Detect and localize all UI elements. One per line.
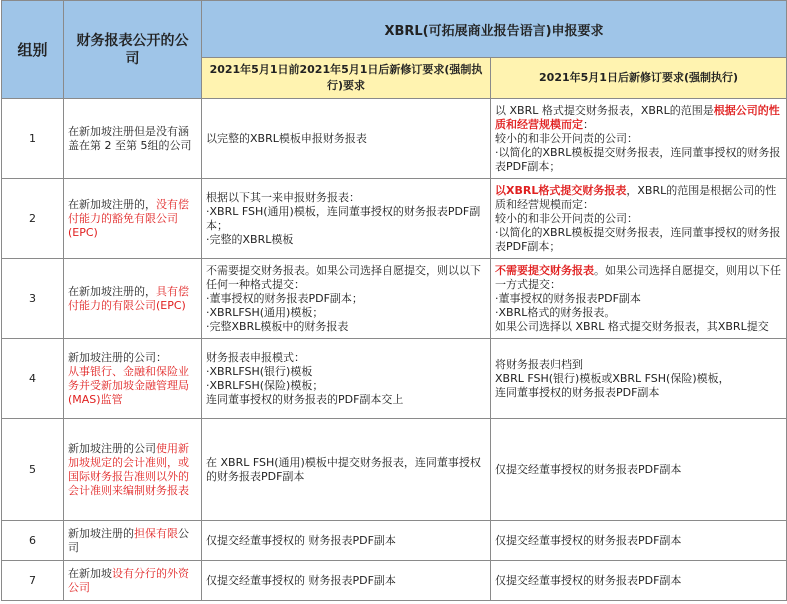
before-line: 不需要提交财务报表。如果公司选择自愿提交，则以以下任何一种格式提交：	[206, 263, 481, 291]
company-text: 在新加坡注册的，	[68, 197, 156, 211]
table-row	[2, 339, 787, 419]
company-highlight-text: 担保有限	[134, 526, 178, 540]
company-highlight-text: 具有偿付能力的有限公司(EPC)	[68, 284, 189, 312]
after-pre-text: 以 XBRL 格式提交财务报表，XBRL的范围是	[495, 103, 714, 117]
header-row-top	[2, 1, 787, 58]
table-row	[2, 259, 787, 339]
before-cell	[202, 521, 491, 561]
group-header: 组别	[2, 1, 64, 99]
group-number: 4	[2, 339, 64, 419]
after-line: ·XBRL格式的财务报表。	[495, 305, 616, 319]
company-highlight-text: 设有分行的外资公司	[68, 566, 189, 594]
before-cell	[202, 339, 491, 419]
before-line: ·XBRLFSH(银行)模板	[206, 364, 313, 378]
table-row	[2, 561, 787, 601]
after-lead	[495, 264, 782, 292]
after-line: ·董事授权的财务报表PDF副本	[495, 291, 641, 305]
xbrl-requirements-table	[1, 0, 787, 601]
company-cell	[64, 99, 202, 179]
before-header: 2021年5月1日前2021年5月1日后新修订要求(强制执行)要求	[202, 58, 491, 99]
group-number: 6	[2, 521, 64, 561]
after-lead	[495, 184, 782, 212]
before-cell	[202, 419, 491, 521]
after-line: 较小的和非公开问责的公司：	[495, 211, 638, 225]
after-line: 较小的和非公开问责的公司：	[495, 131, 638, 145]
company-text: 新加坡注册的公司：	[68, 350, 167, 364]
company-text: 在新加坡注册但是没有涵盖在第 2 至第 5组的公司	[68, 124, 192, 152]
before-line: 仅提交经董事授权的 财务报表PDF副本	[206, 533, 396, 547]
company-cell	[64, 179, 202, 259]
company-cell	[64, 521, 202, 561]
before-cell	[202, 179, 491, 259]
group-number: 3	[2, 259, 64, 339]
before-line: 以完整的XBRL模板申报财务报表	[206, 131, 367, 145]
after-line: ·以简化的XBRL模板提交财务报表，连同董事授权的财务报表PDF副本；	[495, 145, 781, 173]
after-highlight-text: 以XBRL格式提交财务报表	[495, 183, 627, 197]
before-cell	[202, 561, 491, 601]
before-line: 财务报表申报模式：	[206, 350, 305, 364]
after-line: ·以简化的XBRL模板提交财务报表，连同董事授权的财务报表PDF副本；	[495, 225, 781, 253]
after-line: 仅提交经董事授权的财务报表PDF副本	[495, 573, 682, 587]
after-lead	[495, 104, 782, 132]
company-highlight-text: 没有偿付能力的豁免有限公司(EPC)	[68, 197, 189, 239]
after-cell	[491, 521, 787, 561]
company-cell	[64, 339, 202, 419]
before-cell	[202, 99, 491, 179]
company-highlight-text: 使用新加坡规定的会计准则，或国际财务报告准则以外的会计准则来编制财务报表	[68, 441, 189, 497]
before-line: 在 XBRL FSH(通用)模板中提交财务报表，连同董事授权的财务报表PDF副本	[206, 455, 481, 483]
company-text: 在新加坡注册的，	[68, 284, 156, 298]
company-highlight-text: 从事银行、金融和保险业务并受新加坡金融管理局(MAS)监管	[68, 364, 189, 406]
after-cell	[491, 99, 787, 179]
after-post-text: ，XBRL的范围是根据公司的性质和经营规模而定：	[495, 183, 777, 211]
after-line: 如果公司选择以 XBRL 格式提交财务报表，其XBRL提交	[495, 319, 769, 333]
after-cell	[491, 259, 787, 339]
after-line: 仅提交经董事授权的财务报表PDF副本	[495, 462, 682, 476]
after-cell	[491, 561, 787, 601]
company-cell	[64, 561, 202, 601]
company-text: 新加坡注册的公司	[68, 441, 156, 455]
after-line: 连同董事授权的财务报表PDF副本	[495, 385, 660, 399]
before-line: ·XBRL FSH(通用)模板，连同董事授权的财务报表PDF副本；	[206, 204, 481, 232]
table-row	[2, 99, 787, 179]
company-header: 财务报表公开的公司	[64, 1, 202, 99]
after-cell	[491, 179, 787, 259]
before-line: ·完整XBRL模板中的财务报表	[206, 319, 349, 333]
xbrl-header: XBRL(可拓展商业报告语言)申报要求	[202, 1, 787, 58]
before-line: 根据以下其一来申报财务报表：	[206, 190, 360, 204]
group-number: 2	[2, 179, 64, 259]
company-cell	[64, 419, 202, 521]
table-row	[2, 521, 787, 561]
company-cell	[64, 259, 202, 339]
group-number: 1	[2, 99, 64, 179]
table-row	[2, 179, 787, 259]
after-line: 仅提交经董事授权的财务报表PDF副本	[495, 533, 682, 547]
company-text: 在新加坡	[68, 566, 112, 580]
after-line: 将财务报表归档到	[495, 357, 583, 371]
after-post-text: ：	[583, 117, 594, 131]
table-row	[2, 419, 787, 521]
before-line: 仅提交经董事授权的 财务报表PDF副本	[206, 573, 396, 587]
after-cell	[491, 339, 787, 419]
after-cell	[491, 419, 787, 521]
group-number: 7	[2, 561, 64, 601]
company-text-tail: 公司	[68, 526, 189, 554]
before-cell	[202, 259, 491, 339]
before-line: ·完整的XBRL模板	[206, 232, 294, 246]
after-line: XBRL FSH(银行)模板或XBRL FSH(保险)模板，	[495, 371, 730, 385]
after-header: 2021年5月1日后新修订要求(强制执行)	[491, 58, 787, 99]
before-line: ·XBRLFSH(通用)模板；	[206, 305, 324, 319]
after-post-text: 。如果公司选择自愿提交，则用以下任一方式提交：	[495, 263, 781, 291]
before-line: ·XBRLFSH(保险)模板；	[206, 378, 324, 392]
before-line: ·董事授权的财务报表PDF副本；	[206, 291, 363, 305]
after-highlight-text: 根据公司的性质和经营规模而定	[495, 103, 780, 131]
company-text: 新加坡注册的	[68, 526, 134, 540]
after-highlight-text: 不需要提交财务报表	[495, 263, 594, 277]
group-number: 5	[2, 419, 64, 521]
before-line: 连同董事授权的财务报表的PDF副本交上	[206, 392, 404, 406]
